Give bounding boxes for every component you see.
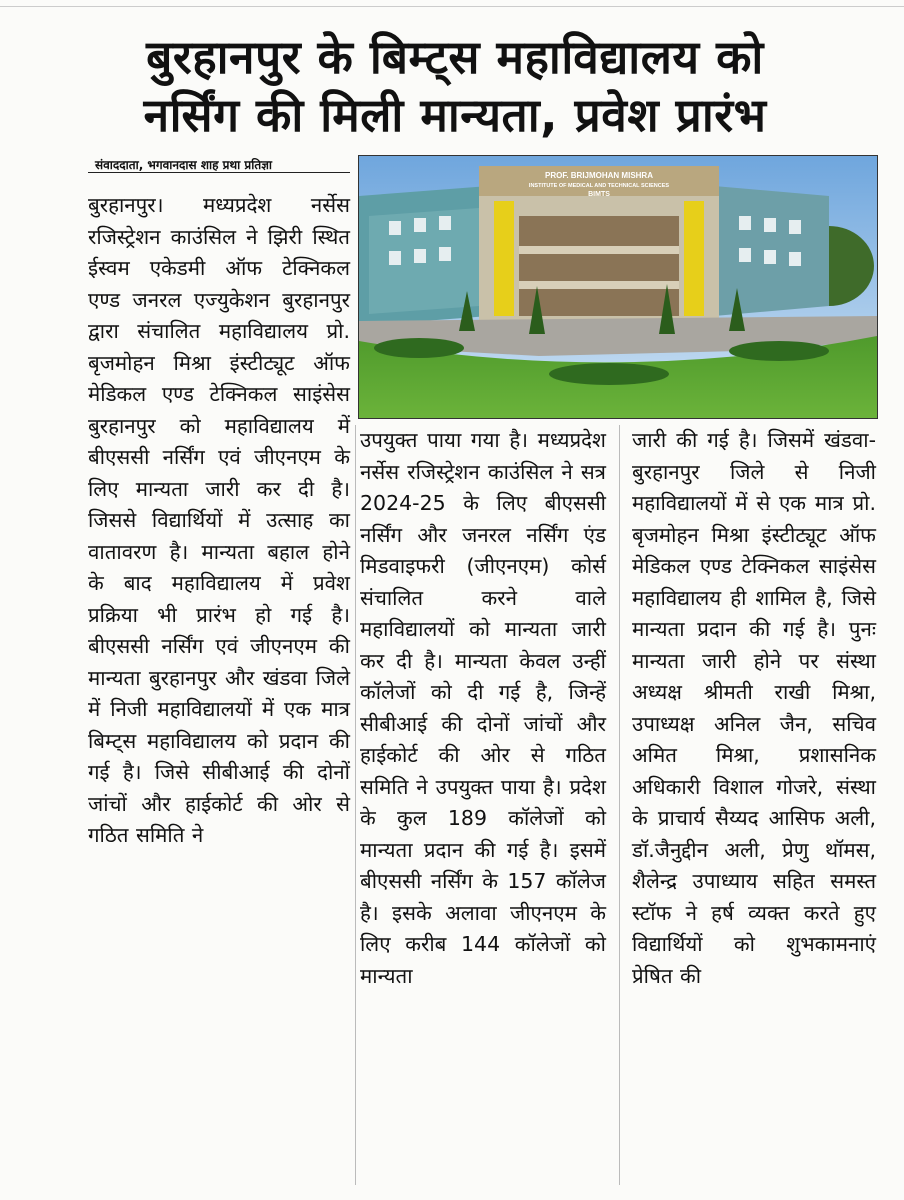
headline-line-2: नर्सिंग की मिली मान्यता, प्रवेश प्रारंभ xyxy=(143,88,767,142)
byline-rule xyxy=(88,172,350,173)
college-building-photo xyxy=(358,155,878,419)
byline: संवाददाता, भगवानदास शाह प्रथा प्रतिज्ञा xyxy=(95,158,273,172)
college-building-illustration xyxy=(359,156,877,418)
column-separator-2 xyxy=(619,425,620,1185)
column-1-text: बुरहानपुर। मध्यप्रदेश नर्सेस रजिस्ट्रेशन काउंसिल ने झिरी स्थित ईस्वम एकेडमी ऑफ टेक्निकल एण्ड जनरल एज्युकेशन बुरहानपुर द्वारा संचालित महाविद्यालय प्रो. बृजमोहन मिश्रा इंस्टीट्यूट ऑफ मेडिकल एण्ड टेक्निकल साइंसेस बुरहानपुर को महाविद्यालय में बीएससी नर्सिंग एवं जीएनएम के लिए मान्यता जारी कर दी है। जिससे विद्यार्थियों में उत्साह का वातावरण है। मान्यता बहाल होने के बाद महाविद्यालय में प्रवेश प्रक्रिया भी प्रारंभ हो गई है। बीएससी नर्सिंग एवं जीएनएम की मान्यता बुरहानपुर और खंडवा जिले में निजी महाविद्यालयों में एक मात्र बिम्ट्स महाविद्यालय को प्रदान की गई है। जिसे सीबीआई की दोनों जांचों और हाईकोर्ट की ओर से गठित समिति ने xyxy=(88,193,350,847)
article-column-3 xyxy=(632,425,876,992)
article-column-1 xyxy=(88,190,350,852)
top-rule xyxy=(0,0,904,7)
column-2-text: उपयुक्त पाया गया है। मध्यप्रदेश नर्सेस रजिस्ट्रेशन काउंसिल ने सत्र 2024-25 के लिए बीएससी नर्सिंग और जनरल नर्सिंग एंड मिडवाइफरी (जीएनएम) कोर्स संचालित करने वाले महाविद्यालयों को मान्यता जारी कर दी है। मान्यता केवल उन्हीं कॉलेजों को दी गई है, जिन्हें सीबीआई की दोनों जांचों और हाईकोर्ट की ओर से गठित समिति ने उपयुक्त पाया है। प्रदेश के कुल 189 कॉलेजों को मान्यता प्रदान की गई है। इसमें बीएससी नर्सिंग के 157 कॉलेज है। इसके अलावा जीएनएम के लिए करीब 144 कॉलेजों को मान्यता xyxy=(360,428,606,988)
sign-line-1: PROF. BRIJMOHAN MISHRA xyxy=(544,171,654,180)
column-separator-1 xyxy=(355,425,356,1185)
headline xyxy=(60,28,850,144)
headline-line-1: बुरहानपुर के बिम्ट्स महाविद्यालय को xyxy=(146,30,764,84)
sign-line-2: INSTITUTE OF MEDICAL AND TECHNICAL SCIENCES xyxy=(528,183,670,189)
article-column-2 xyxy=(360,425,606,992)
column-3-text: जारी की गई है। जिसमें खंडवा-बुरहानपुर जिले से निजी महाविद्यालयों में से एक मात्र प्रो. बृजमोहन मिश्रा इंस्टीट्यूट ऑफ मेडिकल एण्ड टेक्निकल साइंसेस महाविद्यालय ही शामिल है, जिसे मान्यता प्रदान की गई है। पुनः मान्यता जारी होने पर संस्था अध्यक्ष श्रीमती राखी मिश्रा, उपाध्यक्ष अनिल जैन, सचिव अमित मिश्रा, प्रशासनिक अधिकारी विशाल गोजरे, संस्था के प्राचार्य सैय्यद आसिफ अली, डॉ.जैनुद्दीन अली, प्रेणु थॉमस, शैलेन्द्र उपाध्याय सहित समस्त स्टॉफ ने हर्ष व्यक्त करते हुए विद्यार्थियों को शुभकामनाएं प्रेषित की xyxy=(632,428,876,988)
sign-line-3: BIMTS xyxy=(588,191,610,198)
